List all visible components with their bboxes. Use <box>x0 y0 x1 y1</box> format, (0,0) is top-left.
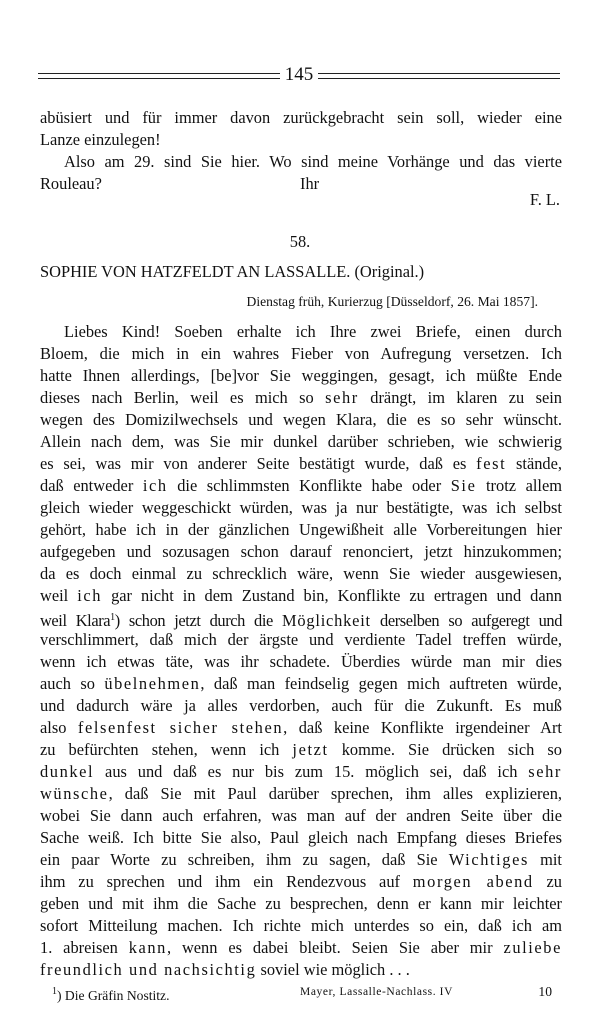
text-line: es sei, was mir von anderer Seite bestätigt wurde, daß es fest stände, <box>40 454 562 473</box>
text-line: wenn ich etwas täte, was ihr schadete. Überdies würde man mir dies <box>40 652 562 671</box>
spaced-emphasis: sehr <box>325 388 359 407</box>
sheet-number: 10 <box>538 984 552 999</box>
text-line: daß entweder ich die schlimmsten Konflikte habe oder Sie trotz allem <box>40 476 562 495</box>
spaced-emphasis: Sie <box>450 476 477 495</box>
text-line: Also am 29. sind Sie hier. Wo sind meine Vorhänge und das vierte <box>64 152 562 171</box>
text-line: Allein nach dem, was Sie mir dunkel darüber schrieben, wie schwierig <box>40 432 562 451</box>
text-line: geben und mit ihm die Sache zu besprechen, denn er kann mir leichter <box>40 894 562 913</box>
spaced-emphasis: sehr <box>528 762 562 781</box>
text-line: gleich wieder weggeschickt würden, was ja nur bestätigte, was ich selbst <box>40 498 562 517</box>
spaced-emphasis: morgen abend <box>412 872 534 891</box>
spaced-emphasis: Möglichkeit <box>281 611 371 630</box>
text-line: ihm zu sprechen und ihm ein Rendezvous auf morgen abend zu <box>40 872 562 891</box>
text-line: aufgegeben und sozusagen schon darauf renonciert, jetzt hinzukommen; <box>40 542 562 561</box>
spaced-emphasis: zuliebe <box>503 938 562 957</box>
text-line: dunkel aus und daß es nur bis zum 15. möglich sei, daß ich sehr <box>40 762 562 781</box>
text-line: also felsenfest sicher stehen, daß keine Konflikte irgendeiner Art <box>40 718 562 737</box>
printer-signature: Mayer, Lassalle-Nachlass. IV <box>300 986 454 998</box>
header-rule-right <box>318 73 560 79</box>
page-header <box>38 64 560 94</box>
text-line: wegen des Domizilwechsels und wegen Klara, die es so sehr wünscht. <box>40 410 562 429</box>
spaced-emphasis: ich <box>77 586 103 605</box>
text-line: hatte Ihnen allerdings, [be]vor Sie weggingen, gesagt, ich müßte Ende <box>40 366 562 385</box>
text-line: 1. abreisen kann, wenn es dabei bleibt. Seien Sie aber mir zuliebe <box>40 938 562 957</box>
text-line: Bloem, die mich in ein wahres Fieber von Aufregung versetzen. Ich <box>40 344 562 363</box>
signature-initials: F. L. <box>529 190 560 209</box>
text-line: da es doch einmal zu schrecklich wäre, wenn Sie wieder ausgewiesen, <box>40 564 562 583</box>
spaced-emphasis: ich <box>142 476 168 495</box>
letter-number: 58. <box>289 232 311 251</box>
text-line: Lanze einzulegen! <box>40 130 161 149</box>
footnote-number: 1 <box>52 986 57 997</box>
text-line: gehört, habe ich in der gänzlichen Ungewißheit alle Vorbereitungen hier <box>40 520 562 539</box>
text-line: sofort Mitteilung machen. Ich richte mich unterdes so ein, daß ich am <box>40 916 562 935</box>
letter-dateline: Dienstag früh, Kurierzug [Düsseldorf, 26. Mai 1857]. <box>246 294 538 309</box>
spaced-emphasis: Wichtiges <box>448 850 529 869</box>
page-number: 145 <box>284 64 314 85</box>
text-line: verschlimmert, daß mich der ärgste und verdiente Tadel treffen würde, <box>40 630 562 649</box>
footnote: $^1$) Die Gräfin Nostitz. <box>52 986 170 1003</box>
spaced-emphasis: freundlich und nachsichtig <box>40 960 257 979</box>
spaced-emphasis: jetzt <box>292 740 329 759</box>
spaced-emphasis: übelnehmen <box>104 674 201 693</box>
spaced-emphasis: felsenfest sicher stehen <box>77 718 284 737</box>
closing-word: Ihr <box>300 174 320 193</box>
text-line: auch so übelnehmen, daß man feindselig gegen mich auftreten würde, <box>40 674 562 693</box>
text-line: wünsche, daß Sie mit Paul darüber sprechen, ihm alles explizieren, <box>40 784 562 803</box>
text-line: und dadurch wäre ja alles verdorben, auch für die Zukunft. Es muß <box>40 696 562 715</box>
text-line: Rouleau? <box>40 174 102 193</box>
text-line: dieses nach Berlin, weil es mich so sehr drängt, im klaren zu sein <box>40 388 562 407</box>
spaced-emphasis: dunkel <box>40 762 95 781</box>
text-line: weil Klara$^1$) schon jetzt durch die Möglichkeit derselben so aufgeregt und <box>40 611 563 630</box>
text-line: wobei Sie dann auch erfahren, was man auf der andren Seite über die <box>40 806 562 825</box>
text-line: freundlich und nachsichtig soviel wie möglich . . . <box>40 960 410 979</box>
text-line: Liebes Kind! Soeben erhalte ich Ihre zwei Briefe, einen durch <box>64 322 562 341</box>
spaced-emphasis: fest <box>476 454 507 473</box>
letter-title: SOPHIE VON HATZFELDT AN LASSALLE. (Original.) <box>40 262 425 281</box>
text-line: Sache weiß. Ich bitte Sie also, Paul gleich nach Empfang dieses Briefes <box>40 828 562 847</box>
spaced-emphasis: kann <box>128 938 167 957</box>
text-line: zu befürchten stehen, wenn ich jetzt komme. Sie drücken sich so <box>40 740 562 759</box>
spaced-emphasis: wünsche <box>40 784 109 803</box>
text-line: ein paar Worte zu schreiben, ihm zu sagen, daß Sie Wichtiges mit <box>40 850 562 869</box>
text-line: weil ich gar nicht in dem Zustand bin, Konflikte zu ertragen und dann <box>40 586 563 605</box>
text-line: abüsiert und für immer davon zurückgebracht sein soll, wieder eine <box>40 108 562 127</box>
footnote-marker: 1 <box>110 612 115 623</box>
